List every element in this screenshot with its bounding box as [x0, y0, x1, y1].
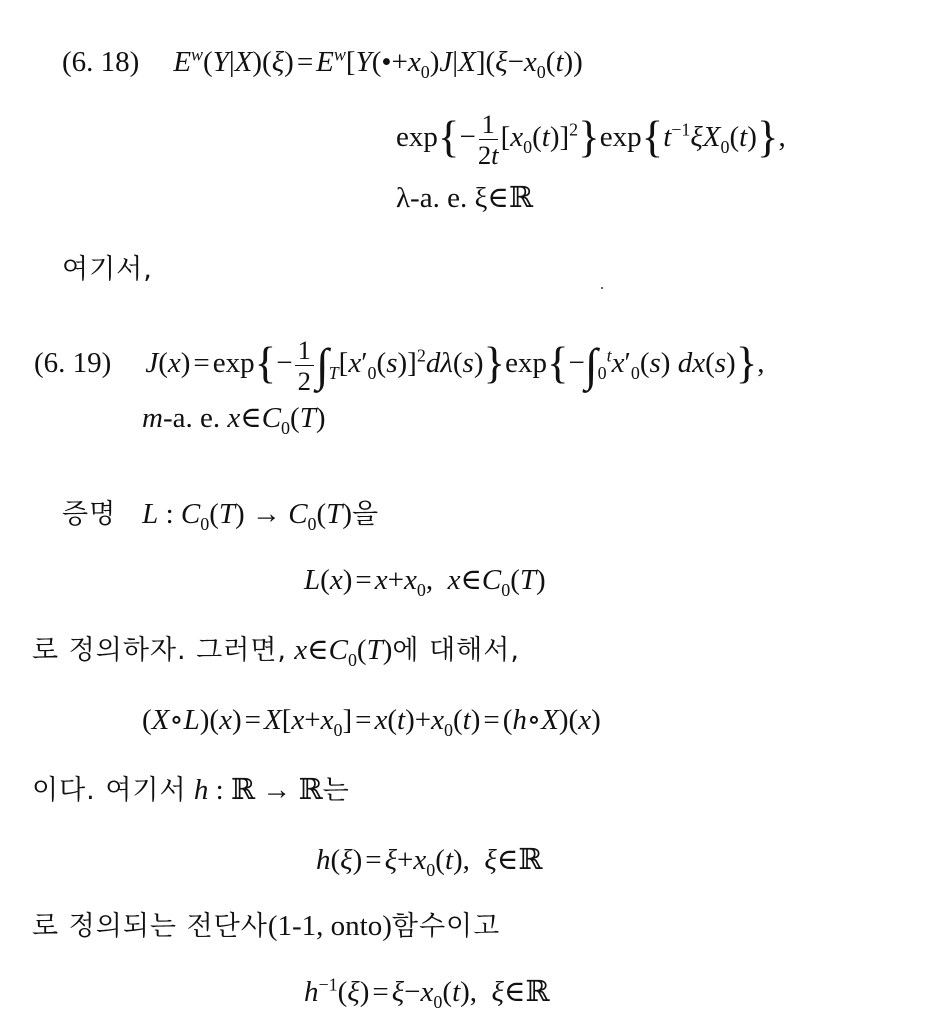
equation-label: (6. 19) — [34, 347, 112, 380]
equation-L: $L(x) = x+x_0$, $x\in C_0(T)$ — [304, 564, 546, 600]
equation-composition: (X∘L)(x) = $X[x+x_0] = x(t)+x_0(t)$ = (h∘X)(x) — [142, 704, 601, 740]
equation-6-19-line-1: (6. 19) J(x) = exp{− $\frac{1}{2}$ $\int_T[x'_0(s)]^2d\lambda(s)\}\exp\{-\int_0^tx'_0(s)$ dx(s)}, — [34, 335, 765, 397]
proof-line-3: 이다. 여기서 h : ℝ → ℝ는 — [32, 774, 350, 806]
text-yeogiseo: 여기서, — [62, 254, 153, 285]
equation-6-18-line-2: exp{− $\frac{1}{2t}$ $[x_0(t)]^2\}\exp\{t^{-1}\xi X_0(t)\}$, — [396, 109, 786, 171]
equation-h: $h(\xi) = \xi+x_0(t)$, ξ∈ℝ — [316, 844, 543, 880]
equation-6-19-line-2: m-a. e. $x\in C_0(T)$ — [142, 402, 326, 438]
proof-heading: 증명 — [62, 499, 117, 530]
equation-6-18-line-3: λ-a. e. ξ∈ℝ — [396, 182, 533, 214]
equation-h-inverse: $h^{-1}(\xi) = \xi-x_0(t)$, ξ∈ℝ — [304, 974, 550, 1012]
proof-line-1: 증명 L : $C_0(T) \to C_0(T)$을 — [62, 498, 380, 534]
proof-line-4: 로 정의되는 전단사(1-1, onto)함수이고 — [32, 910, 501, 942]
equation-label: (6. 18) — [62, 46, 140, 78]
speck-mark — [601, 287, 603, 289]
equation-6-18-line-1: (6. 18) $E^w(Y|X)(\xi)$ = $E^w[Y(•+x_0)J|X](\xi-x_0(t))$ — [62, 44, 583, 82]
proof-line-2: 로 정의하자. 그러면, $x\in C_0(T)$에 대해서, — [32, 634, 520, 670]
